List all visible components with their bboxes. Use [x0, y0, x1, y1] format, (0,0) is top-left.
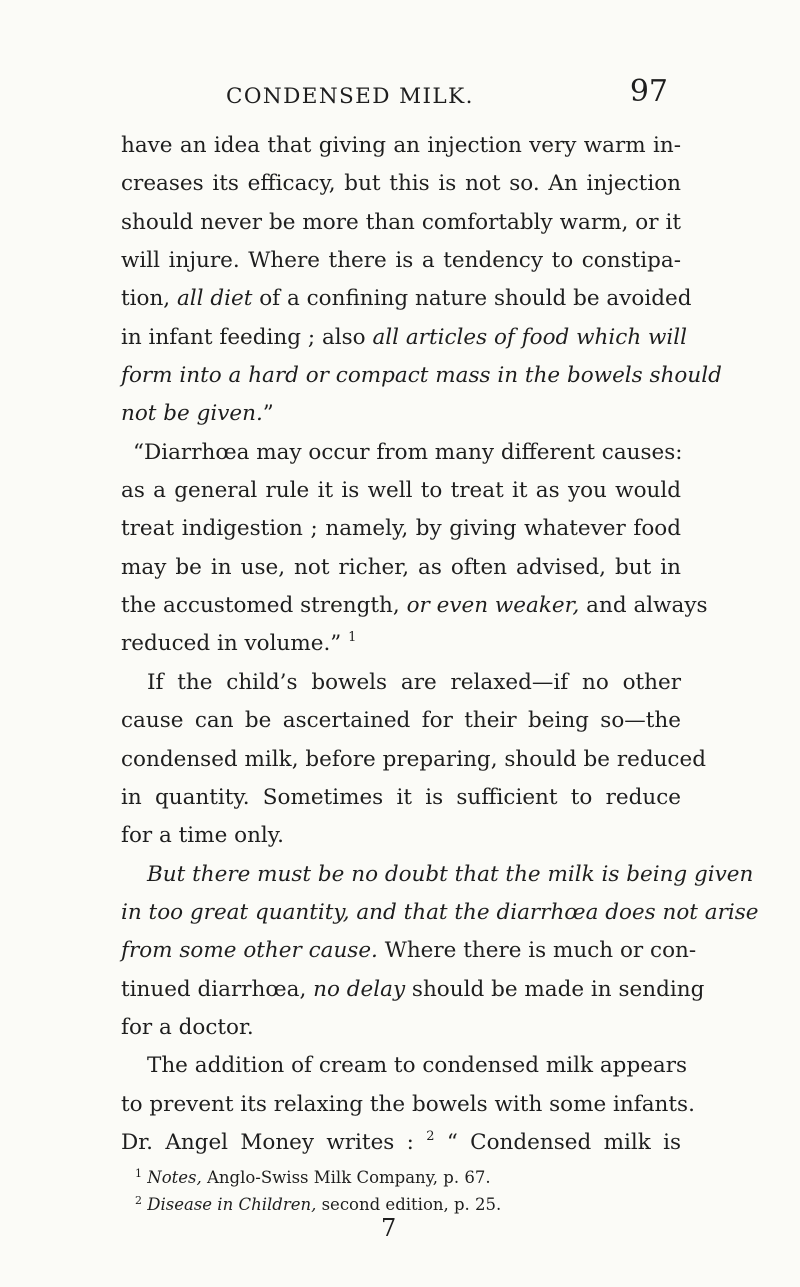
text-run: “ Condensed milk is — [434, 1129, 681, 1155]
footnote-marker: 1 — [135, 1167, 142, 1180]
signature-mark: 7 — [381, 1214, 397, 1242]
body-text — [121, 127, 759, 1162]
running-head: CONDENSED MILK. — [226, 84, 474, 109]
text-line: should never be more than comfortably warm, or it — [121, 209, 681, 235]
text-line: If the child’s bowels are relaxed—if no other — [147, 669, 681, 695]
page-header — [120, 74, 668, 114]
text-run: tinued diarrhœa, — [121, 976, 314, 1002]
text-line: may be in use, not richer, as often advised, but in — [121, 554, 681, 580]
text-line — [121, 932, 697, 970]
text-run: in infant feeding ; also — [121, 324, 373, 350]
text-line: in quantity. Sometimes it is sufficient to reduce — [121, 784, 681, 810]
footnote-ref-1: 1 — [348, 630, 357, 646]
text-run: and always — [579, 593, 708, 619]
text-line — [121, 587, 708, 625]
footnote-1 — [135, 1164, 491, 1191]
text-line — [121, 625, 681, 663]
italic-run: But there must be no doubt that the milk is being given — [147, 861, 754, 887]
text-line: as a general rule it is well to treat it as you would — [121, 478, 681, 504]
italic-run: from some other cause. — [121, 938, 378, 964]
italic-run: no delay — [313, 976, 406, 1002]
text-line — [121, 280, 692, 318]
italic-run: all diet — [176, 286, 253, 312]
text-line: creases its efficacy, but this is not so. An injection — [121, 171, 681, 197]
text-run: Dr. Angel Money writes : — [121, 1129, 427, 1155]
text-line: condensed milk, before preparing, should be reduced — [121, 746, 706, 772]
text-line — [121, 856, 754, 894]
text-line — [121, 1124, 681, 1162]
text-run: Where there is much or con- — [377, 938, 697, 964]
text-line — [121, 894, 759, 932]
text-line: “Diarrhœa may occur from many different causes: — [133, 439, 683, 465]
text-line — [121, 319, 688, 357]
footnote-marker: 2 — [135, 1194, 142, 1207]
page-number: 97 — [629, 74, 668, 109]
text-line: to prevent its relaxing the bowels with some infants. — [121, 1091, 695, 1117]
text-line: for a time only. — [121, 823, 284, 849]
text-run: reduced in volume.” — [121, 631, 349, 657]
footnote-ref-2: 2 — [426, 1128, 435, 1144]
italic-run: or even weaker, — [406, 593, 580, 619]
footnote-text: second edition, p. 25. — [316, 1195, 502, 1214]
text-run: the accustomed strength, — [121, 593, 407, 619]
text-run: of a confining nature should be avoided — [252, 286, 692, 312]
italic-run: in too great quantity, and that the diarrhœa does not arise — [121, 899, 759, 925]
text-run: ” — [262, 401, 274, 427]
footnote-title: Notes, — [147, 1168, 202, 1187]
text-line: cause can be ascertained for their being so—the — [121, 708, 681, 734]
text-line: for a doctor. — [121, 1014, 254, 1040]
text-run: tion, — [121, 286, 177, 312]
text-run: should be made in sending — [405, 976, 705, 1002]
text-line — [121, 357, 722, 395]
text-line: have an idea that giving an injection very warm in- — [121, 133, 681, 158]
text-line: The addition of cream to condensed milk appears — [147, 1053, 688, 1079]
footnote-title: Disease in Children, — [147, 1195, 317, 1214]
text-line — [121, 971, 705, 1009]
italic-run: all articles of food which will — [372, 324, 688, 350]
text-line: will injure. Where there is a tendency to constipa- — [121, 248, 681, 274]
text-line — [121, 395, 681, 433]
footnote-2 — [135, 1191, 501, 1218]
italic-run: not be given. — [121, 401, 263, 427]
text-line: treat indigestion ; namely, by giving whatever food — [121, 516, 681, 542]
footnote-text: Anglo-Swiss Milk Company, p. 67. — [201, 1168, 491, 1187]
italic-run: form into a hard or compact mass in the bowels should — [121, 363, 722, 389]
